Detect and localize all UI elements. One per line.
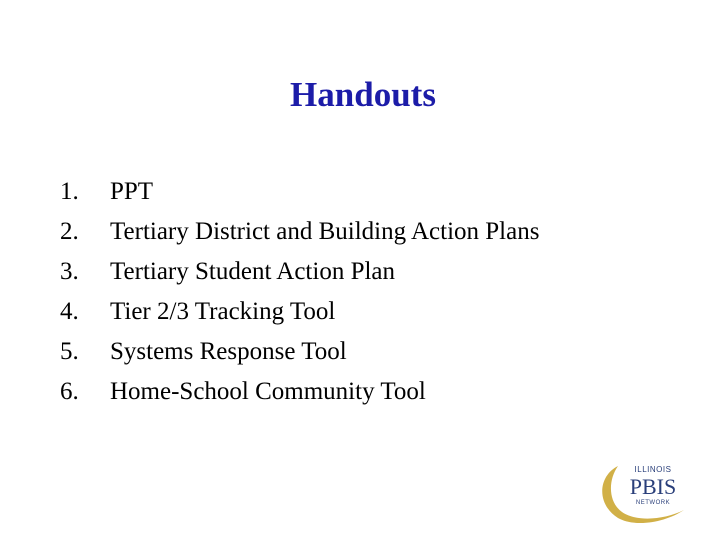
handout-list	[60, 172, 539, 412]
list-item-number: 3.	[60, 258, 79, 285]
list-item-number: 6.	[60, 378, 79, 405]
list-item-number: 1.	[60, 178, 79, 205]
illinois-pbis-network-logo	[596, 458, 688, 524]
list-item-text: Home-School Community Tool	[110, 378, 426, 405]
list-item-number: 4.	[60, 298, 79, 325]
list-item-text: Tertiary District and Building Action Plans	[110, 218, 540, 245]
list-item	[60, 172, 539, 212]
logo-main-text: PBIS	[629, 474, 677, 499]
list-item	[60, 332, 539, 372]
list-item	[60, 292, 539, 332]
list-item-number: 2.	[60, 218, 79, 245]
list-item-text: Tertiary Student Action Plan	[110, 258, 396, 285]
slide-title: Handouts	[290, 75, 436, 114]
logo-top-text: ILLINOIS	[634, 465, 672, 474]
list-item-text: PPT	[110, 178, 154, 205]
logo-bottom-text: NETWORK	[635, 500, 671, 506]
list-item	[60, 252, 539, 292]
list-item-text: Systems Response Tool	[110, 338, 347, 365]
list-item-number: 5.	[60, 338, 79, 365]
list-item	[60, 372, 539, 412]
list-item	[60, 212, 539, 252]
list-item-text: Tier 2/3 Tracking Tool	[110, 298, 336, 325]
